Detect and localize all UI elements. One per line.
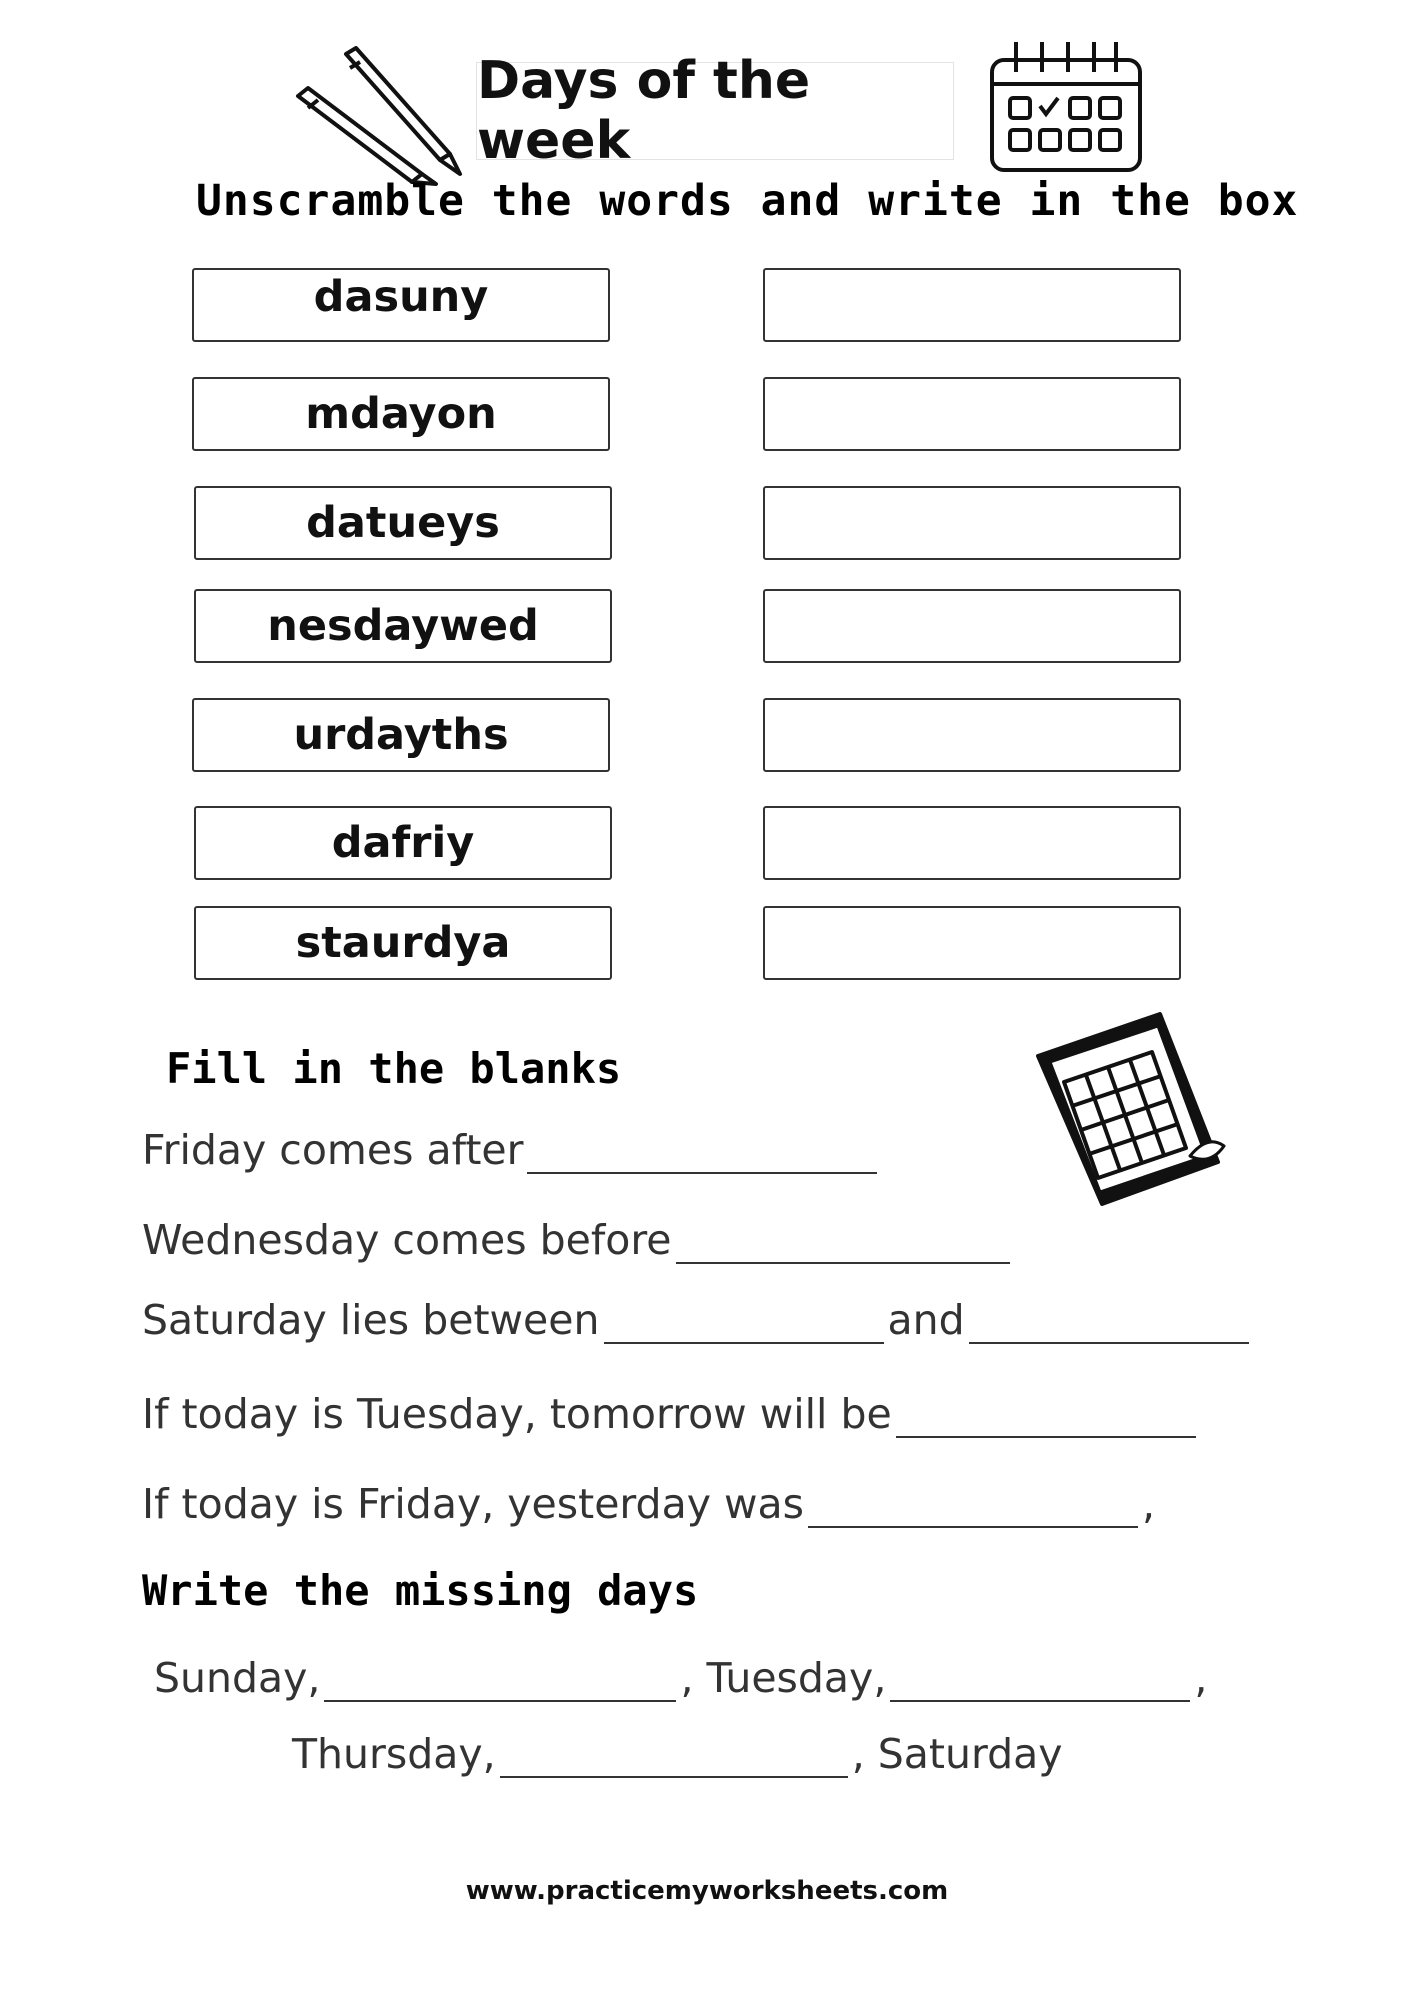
answer-blank[interactable]: [896, 1396, 1196, 1438]
scrambled-word-box: dafriy: [194, 806, 612, 880]
fill-blank-line: Wednesday comes before: [142, 1216, 1014, 1264]
answer-box[interactable]: [763, 906, 1181, 980]
answer-box[interactable]: [763, 698, 1181, 772]
answer-box[interactable]: [763, 486, 1181, 560]
fill-blank-line: Friday comes after: [142, 1126, 881, 1174]
footer-url: www.practicemyworksheets.com: [465, 1876, 949, 1906]
answer-blank[interactable]: [969, 1302, 1249, 1344]
fill-blank-line: If today is Tuesday, tomorrow will be: [142, 1390, 1200, 1438]
answer-blank[interactable]: [527, 1132, 877, 1174]
answer-blank[interactable]: [604, 1302, 884, 1344]
missing-days-heading: Write the missing days: [142, 1566, 699, 1615]
calendar-check-icon: [988, 38, 1144, 174]
answer-blank[interactable]: [324, 1660, 676, 1702]
instructions-heading: Unscramble the words and write in the box: [196, 176, 1299, 226]
wall-calendar-icon: [1030, 1006, 1230, 1212]
answer-blank[interactable]: [500, 1736, 848, 1778]
scrambled-word-box: staurdya: [194, 906, 612, 980]
missing-days-line: Thursday, , Saturday: [292, 1730, 1063, 1778]
fill-blank-line: If today is Friday, yesterday was ,: [142, 1480, 1156, 1528]
scrambled-word-box: datueys: [194, 486, 612, 560]
answer-blank[interactable]: [808, 1486, 1138, 1528]
answer-box[interactable]: [763, 377, 1181, 451]
page-title: Days of the week: [476, 62, 954, 160]
fill-blank-line: Saturday lies between and: [142, 1296, 1253, 1344]
pencils-icon: [290, 46, 470, 186]
scrambled-word-box: urdayths: [192, 698, 610, 772]
scrambled-word-box: dasuny: [192, 268, 610, 342]
answer-blank[interactable]: [676, 1222, 1010, 1264]
answer-box[interactable]: [763, 806, 1181, 880]
answer-blank[interactable]: [890, 1660, 1190, 1702]
scrambled-word-box: mdayon: [192, 377, 610, 451]
missing-days-line: Sunday, , Tuesday, ,: [154, 1654, 1208, 1702]
answer-box[interactable]: [763, 268, 1181, 342]
scrambled-word-box: nesdaywed: [194, 589, 612, 663]
answer-box[interactable]: [763, 589, 1181, 663]
fill-blanks-heading: Fill in the blanks: [166, 1044, 622, 1093]
